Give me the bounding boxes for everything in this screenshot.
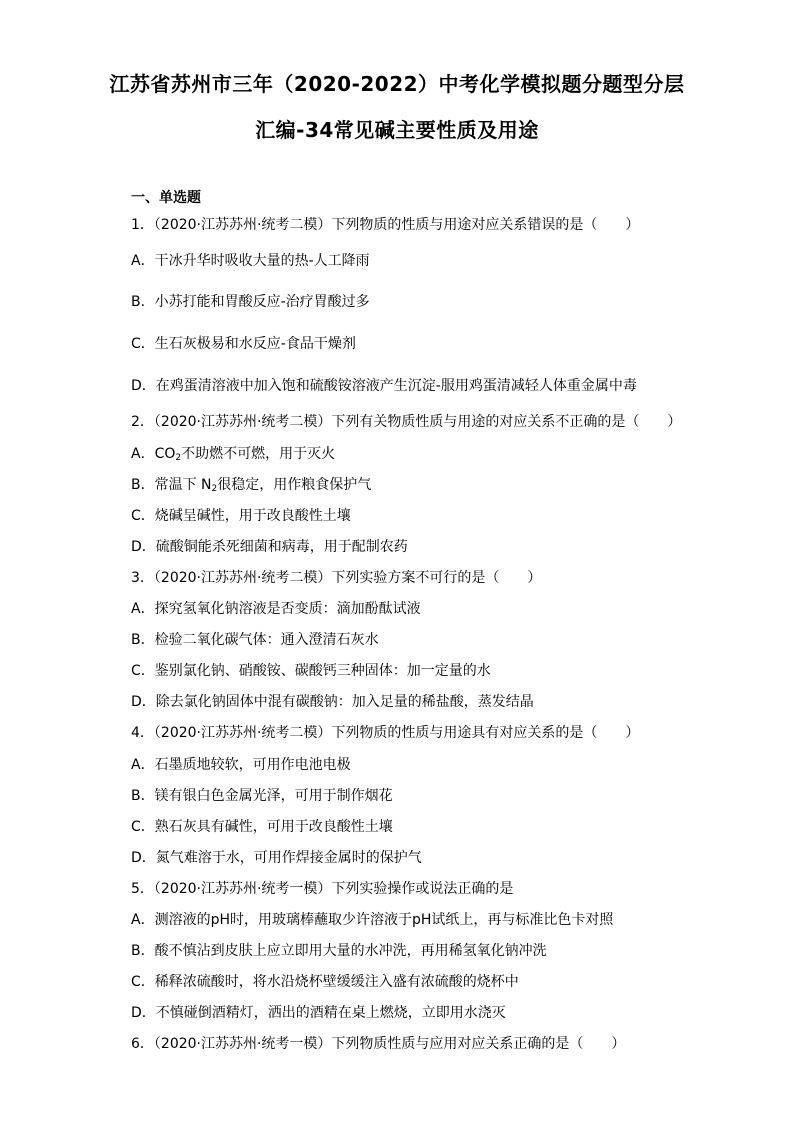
question-5-option-d: D．不慎碰倒酒精灯，洒出的酒精在桌上燃烧，立即用水浇灭 (131, 1005, 506, 1021)
question-6-stem: 6．（2020·江苏苏州·统考一模）下列物质性质与应用对应关系正确的是（ ） (131, 1036, 626, 1052)
section-heading: 一、单选题 (131, 190, 201, 206)
question-4-option-b: B．镁有银白色金属光泽，可用于制作烟花 (131, 788, 393, 804)
question-1-option-d: D．在鸡蛋清溶液中加入饱和硫酸铵溶液产生沉淀-服用鸡蛋清减轻人体重金属中毒 (131, 378, 637, 394)
question-3-option-b: B．检验二氧化碳气体：通入澄清石灰水 (131, 632, 379, 648)
question-2-stem: 2．（2020·江苏苏州·统考二模）下列有关物质性质与用途的对应关系不正确的是（ ） (131, 414, 682, 430)
question-4-option-d: D．氮气难溶于水，可用作焊接金属时的保护气 (131, 850, 422, 866)
question-4-stem: 4．（2020·江苏苏州·统考二模）下列物质的性质与用途具有对应关系的是（ ） (131, 725, 640, 741)
question-2-option-d: D．硫酸铜能杀死细菌和病毒，用于配制农药 (131, 539, 408, 555)
question-5-stem: 5．（2020·江苏苏州·统考一模）下列实验操作或说法正确的是 (131, 881, 514, 897)
question-3-option-a: A．探究氢氧化钠溶液是否变质：滴加酚酞试液 (131, 601, 421, 617)
question-1-stem: 1．（2020·江苏苏州·统考二模）下列物质的性质与用途对应关系错误的是（ ） (131, 217, 640, 233)
question-2-option-a: A．$CO_2$不助燃不可燃，用于灭火 (131, 446, 336, 463)
question-5-option-a: A．测溶液的pH时，用玻璃棒蘸取少许溶液于pH试纸上，再与标准比色卡对照 (131, 912, 614, 928)
question-5-option-c: C．稀释浓硫酸时，将水沿烧杯壁缓缓注入盛有浓硫酸的烧杯中 (131, 974, 519, 990)
question-4-option-a: A．石墨质地较软，可用作电池电极 (131, 757, 351, 773)
question-2-option-b: B．常温下 $N_2$很稳定，用作粮食保护气 (131, 477, 372, 494)
document-title-line-2: 汇编-34常见碱主要性质及用途 (255, 118, 539, 142)
question-3-option-d: D．除去氯化钠固体中混有碳酸钠：加入足量的稀盐酸，蒸发结晶 (131, 694, 534, 710)
question-3-stem: 3．（2020·江苏苏州·统考二模）下列实验方案不可行的是（ ） (131, 570, 542, 586)
question-2-option-c: C．烧碱呈碱性，用于改良酸性土壤 (131, 508, 351, 524)
question-3-option-c: C．鉴别氯化钠、硝酸铵、碳酸钙三种固体：加一定量的水 (131, 663, 491, 679)
question-1-option-c: C．生石灰极易和水反应-食品干燥剂 (131, 336, 356, 352)
question-5-option-b: B．酸不慎沾到皮肤上应立即用大量的水冲洗，再用稀氢氧化钠冲洗 (131, 943, 547, 959)
question-1-option-b: B．小苏打能和胃酸反应-治疗胃酸过多 (131, 294, 370, 310)
question-4-option-c: C．熟石灰具有碱性，可用于改良酸性土壤 (131, 819, 393, 835)
question-1-option-a: A．干冰升华时吸收大量的热-人工降雨 (131, 253, 370, 269)
document-title-line-1: 江苏省苏州市三年（2020-2022）中考化学模拟题分题型分层 (109, 72, 685, 96)
